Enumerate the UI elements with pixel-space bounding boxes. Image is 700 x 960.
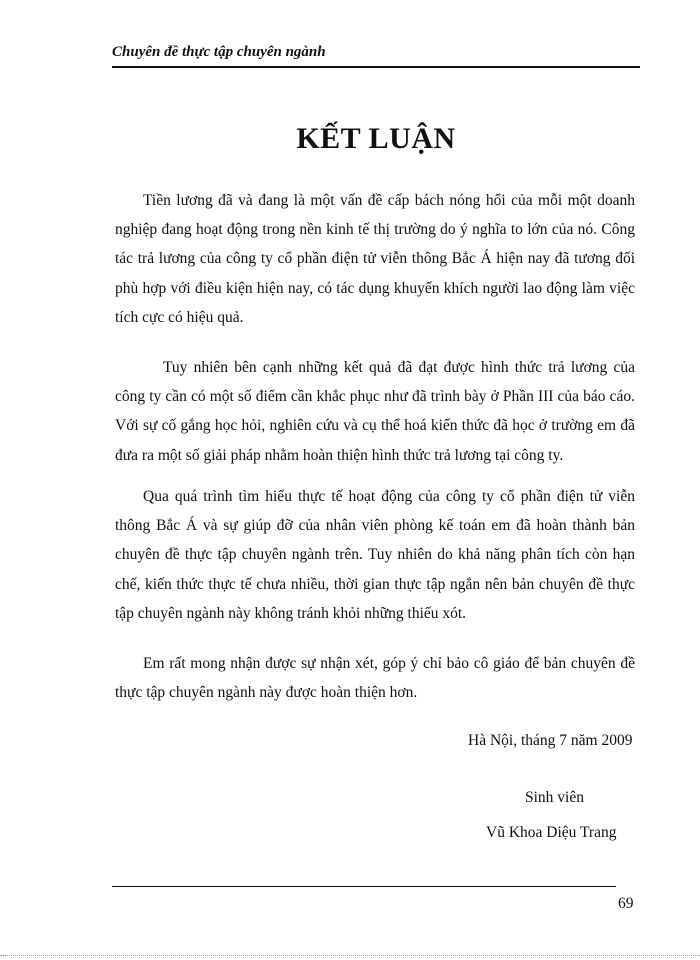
signoff-place-date: Hà Nội, tháng 7 năm 2009 [468,732,633,749]
running-header-title: Chuyên đề thực tập chuyên ngành [112,44,326,60]
signoff-name: Vũ Khoa Diệu Trang [486,824,617,841]
footer-divider [112,886,616,887]
page-title: KẾT LUẬN [296,122,456,155]
body-paragraph-2: Tuy nhiên bên cạnh những kết quả đã đạt được hình thức trả lương của công ty cần có một số điểm cần khắc phục như đã trình bày ở Phần III của báo cáo. Với sự cố gắng học hỏi, nghiên cứu và cụ thể hoá kiến thức đã học ở trường em đã đưa ra một số giải pháp nhằm hoàn thiện hình thức trả lương tại công ty. [115,359,635,464]
page-number: 69 [618,895,634,912]
signoff-role: Sinh viên [525,789,584,806]
header-divider [112,66,640,68]
body-paragraph-3: Qua quá trình tìm hiểu thực tế hoạt động của công ty cổ phần điện tử viễn thông Bắc Á và sự giúp đỡ của nhân viên phòng kế toán em đã hoàn thành bản chuyên đề thực tập chuyên ngành trên. Tuy nhiên do khả năng phân tích còn hạn chế, kiến thức thực tế chưa nhiều, thời gian thực tập ngắn nên bản chuyên đề thực tập chuyên ngành này không tránh khỏi những thiếu xót. [115,488,635,622]
body-paragraph-4: Em rất mong nhận được sự nhận xét, góp ý chỉ bảo cô giáo để bản chuyên đề thực tập chuyên ngành này được hoàn thiện hơn. [115,655,635,702]
page-edge-dotted-line [0,955,700,956]
body-paragraph-1: Tiền lương đã và đang là một vấn đề cấp bách nóng hổi của mỗi một doanh nghiệp đang hoạt động trong nền kinh tế thị trường do ý nghĩa to lớn của nó. Công tác trả lương của công ty cổ phần điện tử viễn thông Bắc Á hiện nay đã tương đối phù hợp với điều kiện hiện nay, có tác dụng khuyến khích người lao động làm việc tích cực có hiệu quả. [115,192,635,326]
